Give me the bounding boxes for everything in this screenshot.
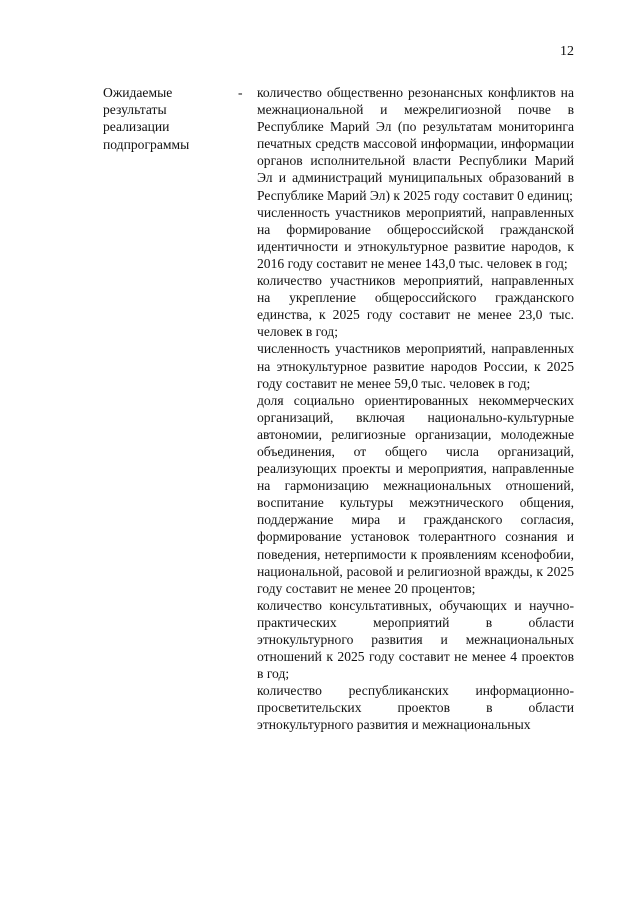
expected-results-text xyxy=(257,84,574,734)
result-paragraph: количество консультативных, обучающих и научно-практических мероприятий в области этнокультурного развития и межнациональных отношений к 2025 году составит не менее 4 проектов в год; xyxy=(257,597,574,682)
result-paragraph: количество республиканских информационно-просветительских проектов в области этнокультурного развития и межнациональных xyxy=(257,683,574,733)
result-paragraph: численность участников мероприятий, направленных на формирование общероссийской гражданской идентичности и этнокультурное развитие народов, к 2016 году составит не менее 143,0 тыс. человек в год; xyxy=(257,204,574,271)
section-label-line: подпрограммы xyxy=(103,136,190,152)
section-label-line: реализации xyxy=(103,119,170,135)
section-label-line: Ожидаемые xyxy=(103,85,173,100)
result-paragraph: количество общественно резонансных конфликтов на межнациональной и межрелигиозной почве в Республике Марий Эл (по результатам мониторинга печатных средств массовой информации, информации органов исполнительной власти Республики Марий Эл и администраций муниципальных образований в Республике Марий Эл) к 2025 году составит 0 единиц; xyxy=(257,85,574,203)
result-paragraph: численность участников мероприятий, направленных на этнокультурное развитие народов России, к 2025 году составит не менее 59,0 тыс. человек в год; xyxy=(257,341,574,391)
page-number: 12 xyxy=(560,44,574,59)
section-label-line: результаты xyxy=(103,102,167,118)
result-paragraph: количество участников мероприятий, направленных на укрепление общероссийского гражданского единства, к 2025 году составит не менее 23,0 тыс. человек в год; xyxy=(257,273,574,340)
section-label xyxy=(103,84,233,153)
separator-dash: - xyxy=(238,85,243,100)
result-paragraph: доля социально ориентированных некоммерческих организаций, включая национально-культурные автономии, религиозные организации, молодежные объединения, от общего числа организаций, реализующих проекты и мероприятия, направленные на гармонизацию межнациональных отношений, воспитание культуры межэтнического общения, поддержание мира и гражданского согласия, формирование установок толерантного сознания и поведения, нетерпимости к проявлениям ксенофобии, национальной, расовой и религиозной вражды, к 2025 году составит не менее 20 процентов; xyxy=(257,392,574,596)
